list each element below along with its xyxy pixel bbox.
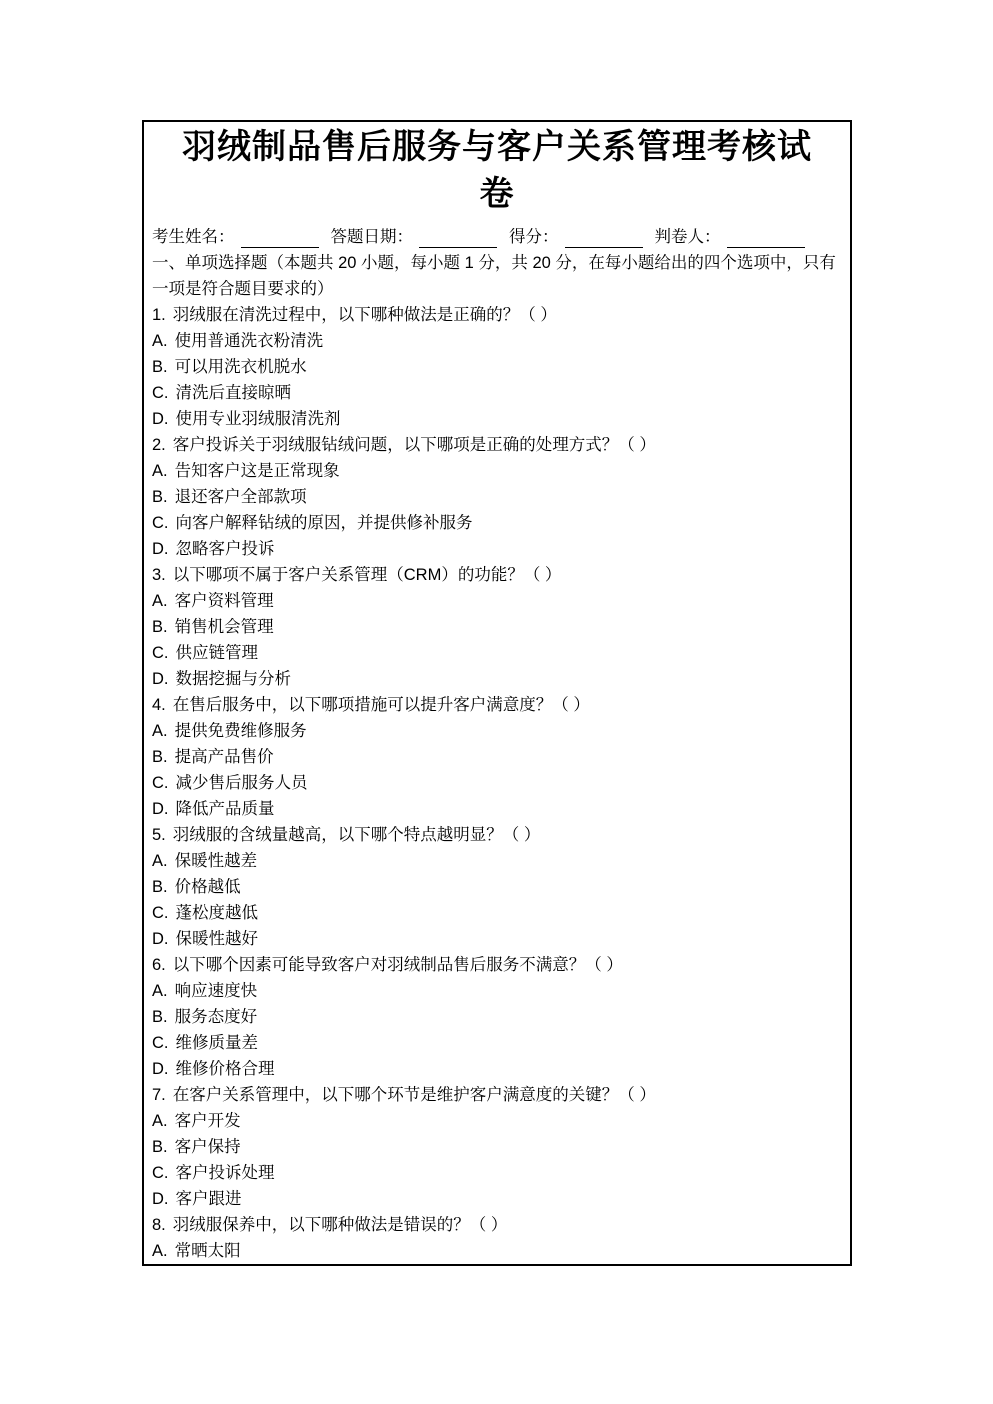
option-label: A. (152, 722, 168, 740)
option-line (152, 874, 842, 900)
option-line (152, 328, 842, 354)
grader-label: 判卷人： (654, 228, 721, 246)
question-text: 在售后服务中，以下哪项措施可以提升客户满意度？（ ） (172, 696, 590, 714)
option-line (152, 354, 842, 380)
option-text: 向客户解释钻绒的原因，并提供修补服务 (175, 514, 473, 532)
option-text: 维修质量差 (175, 1034, 258, 1052)
option-label: A. (152, 1242, 168, 1260)
option-text: 减少售后服务人员 (175, 774, 308, 792)
option-text: 保暖性越差 (174, 852, 258, 870)
option-label: B. (152, 358, 168, 376)
option-label: D. (152, 540, 169, 558)
option-text: 客户资料管理 (174, 592, 274, 610)
option-line (152, 1238, 842, 1264)
question-number: 8. (152, 1216, 166, 1234)
option-text: 使用专业羽绒服清洗剂 (175, 410, 341, 428)
option-text: 保暖性越好 (175, 930, 258, 948)
option-label: B. (152, 618, 168, 636)
question-line (152, 432, 842, 458)
option-line (152, 510, 842, 536)
option-text: 服务态度好 (174, 1008, 258, 1026)
option-line (152, 796, 842, 822)
question-text: 以下哪项不属于客户关系管理（CRM）的功能？（ ） (172, 566, 562, 584)
option-text: 数据挖掘与分析 (175, 670, 291, 688)
exam-title-line-2: 卷 (479, 176, 515, 213)
option-text: 提供免费维修服务 (174, 722, 307, 740)
option-line (152, 1160, 842, 1186)
option-label: D. (152, 930, 169, 948)
option-line (152, 380, 842, 406)
question-line (152, 1212, 842, 1238)
option-label: D. (152, 410, 169, 428)
option-line (152, 900, 842, 926)
option-label: B. (152, 878, 168, 896)
field-answer-date (331, 226, 498, 248)
examinee-name-label: 考生姓名： (152, 228, 235, 246)
option-label: A. (152, 982, 168, 1000)
option-line (152, 458, 842, 484)
option-text: 蓬松度越低 (175, 904, 258, 922)
option-label: B. (152, 1008, 168, 1026)
answer-date-label: 答题日期： (330, 228, 413, 246)
option-text: 客户保持 (174, 1138, 241, 1156)
option-text: 使用普通洗衣粉清洗 (174, 332, 324, 350)
option-label: A. (152, 332, 168, 350)
question-line (152, 692, 842, 718)
header-fields-row (152, 226, 842, 248)
option-line (152, 1030, 842, 1056)
question-number: 2. (152, 436, 166, 454)
option-text: 忽略客户投诉 (175, 540, 275, 558)
option-line (152, 406, 842, 432)
option-line (152, 926, 842, 952)
section-heading: 一、单项选择题（本题共 20 小题，每小题 1 分，共 20 分，在每小题给出的四个选项中，只有一项是符合题目要求的） (152, 254, 836, 298)
option-line (152, 770, 842, 796)
option-line (152, 718, 842, 744)
option-label: B. (152, 1138, 168, 1156)
option-line (152, 744, 842, 770)
option-text: 客户跟进 (175, 1190, 242, 1208)
examinee-name-blank (241, 230, 319, 248)
option-text: 响应速度快 (174, 982, 258, 1000)
option-line (152, 1108, 842, 1134)
option-text: 客户开发 (174, 1112, 241, 1130)
option-text: 提高产品售价 (174, 748, 274, 766)
option-text: 告知客户这是正常现象 (174, 462, 340, 480)
option-label: C. (152, 904, 169, 922)
option-label: C. (152, 774, 169, 792)
option-line (152, 588, 842, 614)
option-label: C. (152, 644, 169, 662)
field-grader (655, 226, 805, 248)
question-number: 4. (152, 696, 166, 714)
option-label: D. (152, 1190, 169, 1208)
question-text: 羽绒服保养中，以下哪种做法是错误的？（ ） (172, 1216, 508, 1234)
option-line (152, 640, 842, 666)
option-label: B. (152, 748, 168, 766)
question-number: 7. (152, 1086, 166, 1104)
score-blank (565, 230, 643, 248)
questions-list (152, 302, 842, 1264)
field-score (509, 226, 643, 248)
exam-title (152, 124, 842, 218)
option-text: 维修价格合理 (175, 1060, 275, 1078)
question-line (152, 822, 842, 848)
option-label: D. (152, 800, 169, 818)
question-number: 3. (152, 566, 166, 584)
question-text: 在客户关系管理中，以下哪个环节是维护客户满意度的关键？（ ） (172, 1086, 656, 1104)
question-number: 6. (152, 956, 166, 974)
option-text: 常晒太阳 (174, 1242, 241, 1260)
grader-blank (727, 230, 805, 248)
option-text: 可以用洗衣机脱水 (174, 358, 307, 376)
answer-date-blank (419, 230, 497, 248)
option-label: D. (152, 670, 169, 688)
option-line (152, 978, 842, 1004)
option-text: 降低产品质量 (175, 800, 275, 818)
option-text: 清洗后直接晾晒 (175, 384, 291, 402)
question-number: 1. (152, 306, 166, 324)
option-label: C. (152, 384, 169, 402)
score-label: 得分： (509, 228, 559, 246)
exam-title-line-1: 羽绒制品售后服务与客户关系管理考核试 (182, 129, 812, 166)
option-line (152, 1004, 842, 1030)
question-line (152, 562, 842, 588)
option-label: A. (152, 852, 168, 870)
question-text: 羽绒服在清洗过程中，以下哪种做法是正确的？（ ） (172, 306, 557, 324)
option-text: 价格越低 (174, 878, 241, 896)
option-line (152, 848, 842, 874)
option-label: A. (152, 1112, 168, 1130)
option-text: 销售机会管理 (174, 618, 274, 636)
option-line (152, 536, 842, 562)
question-number: 5. (152, 826, 166, 844)
option-label: C. (152, 514, 169, 532)
option-label: B. (152, 488, 168, 506)
question-text: 羽绒服的含绒量越高，以下哪个特点越明显？（ ） (172, 826, 541, 844)
option-text: 退还客户全部款项 (174, 488, 307, 506)
field-examinee-name (152, 226, 319, 248)
option-line (152, 1134, 842, 1160)
question-text: 客户投诉关于羽绒服钻绒问题，以下哪项是正确的处理方式？（ ） (172, 436, 656, 454)
question-line (152, 302, 842, 328)
option-line (152, 484, 842, 510)
question-text: 以下哪个因素可能导致客户对羽绒制品售后服务不满意？（ ） (172, 956, 623, 974)
question-line (152, 1082, 842, 1108)
option-line (152, 1056, 842, 1082)
option-label: D. (152, 1060, 169, 1078)
option-line (152, 1186, 842, 1212)
question-line (152, 952, 842, 978)
option-label: A. (152, 462, 168, 480)
option-line (152, 614, 842, 640)
option-label: C. (152, 1034, 169, 1052)
option-label: C. (152, 1164, 169, 1182)
option-label: A. (152, 592, 168, 610)
option-line (152, 666, 842, 692)
option-text: 客户投诉处理 (175, 1164, 275, 1182)
exam-border-box (142, 120, 852, 1266)
option-text: 供应链管理 (175, 644, 258, 662)
